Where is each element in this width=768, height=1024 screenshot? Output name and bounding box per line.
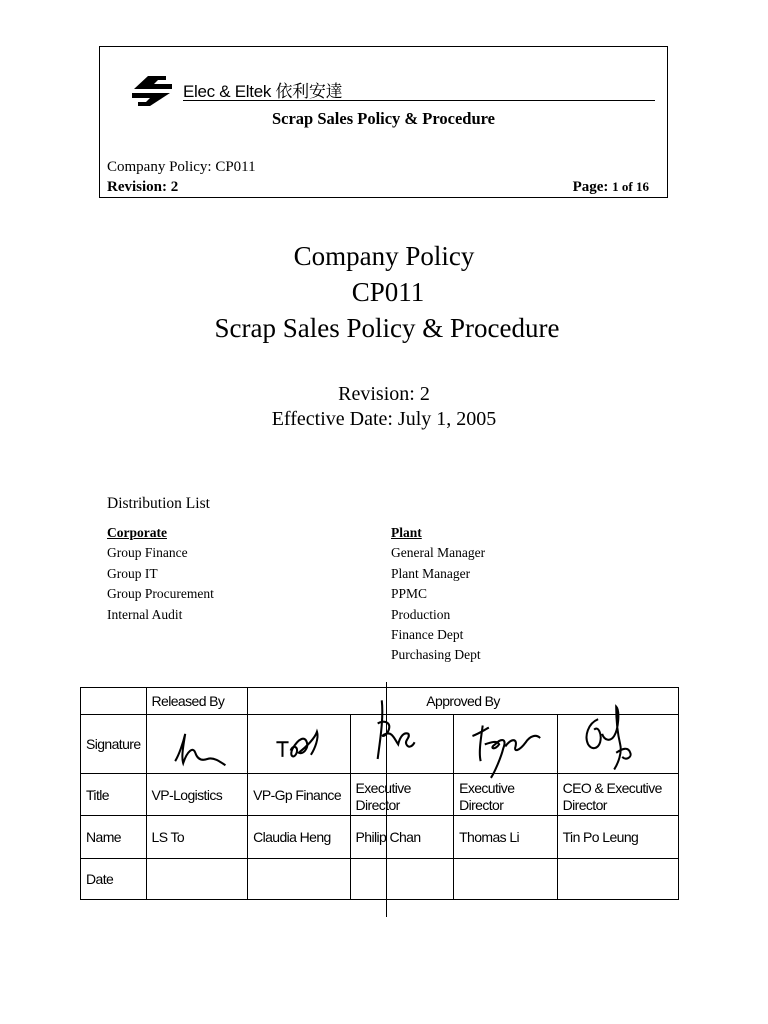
effective-date-line: Effective Date: July 1, 2005 [271, 408, 497, 430]
list-item: Production [391, 606, 451, 622]
list-item: Group IT [107, 565, 158, 581]
table-row [81, 688, 679, 715]
name-cell: Thomas Li [454, 815, 558, 858]
row-label-signature: Signature [81, 714, 147, 774]
approved-by-header: Approved By [248, 688, 679, 715]
distribution-corporate [107, 523, 214, 625]
title-line-name: Scrap Sales Policy & Procedure [214, 313, 560, 343]
signature-cell-exec-1 [350, 714, 454, 774]
title-cell: CEO & Executive Director [557, 774, 678, 815]
document-header [99, 46, 668, 198]
list-item: General Manager [391, 545, 486, 561]
handwritten-signature-icon [454, 715, 557, 774]
date-cell [350, 858, 454, 899]
date-cell [146, 858, 248, 899]
row-label-title: Title [81, 774, 147, 815]
distribution-plant [391, 523, 485, 666]
list-item: Purchasing Dept [391, 647, 481, 663]
name-cell: LS To [146, 815, 248, 858]
company-logo-icon [128, 73, 176, 109]
title-cell: Executive Director [454, 774, 558, 815]
handwritten-signature-icon [351, 715, 454, 774]
brand-name: Elec & Eltek 依利安達 [183, 82, 343, 101]
title-line-code: CP011 [351, 277, 425, 307]
revision-block [0, 382, 768, 432]
title-cell: VP-Logistics [146, 774, 248, 815]
approval-signature-table [80, 687, 679, 900]
list-item: Finance Dept [391, 627, 464, 643]
handwritten-signature-icon [248, 715, 349, 774]
released-by-header: Released By [146, 688, 248, 715]
table-cell-empty [81, 688, 147, 715]
name-cell: Philip Chan [350, 815, 454, 858]
title-cell: Executive Director [350, 774, 454, 815]
page-count: 1 of 16 [612, 179, 649, 194]
table-row [81, 714, 679, 774]
handwritten-signature-icon [558, 715, 678, 774]
distribution-title: Distribution List [107, 495, 210, 512]
signature-cell-ceo [557, 714, 678, 774]
title-cell: VP-Gp Finance [248, 774, 350, 815]
header-revision: Revision: 2 [107, 179, 179, 195]
list-item: PPMC [391, 586, 428, 602]
scan-fold-line [386, 682, 387, 917]
table-row [81, 815, 679, 858]
list-item: Group Finance [107, 545, 188, 561]
revision-line: Revision: 2 [338, 383, 430, 405]
brand-underline [183, 100, 655, 101]
signature-cell-released [146, 714, 248, 774]
signature-cell-vp-finance [248, 714, 350, 774]
title-block [0, 238, 768, 346]
corporate-heading: Corporate [107, 525, 167, 540]
row-label-name: Name [81, 815, 147, 858]
header-policy-code: Company Policy: CP011 [107, 159, 256, 175]
header-page-number [573, 179, 649, 196]
plant-heading: Plant [391, 525, 422, 540]
list-item: Plant Manager [391, 565, 471, 581]
table-row [81, 774, 679, 815]
date-cell [557, 858, 678, 899]
list-item: Internal Audit [107, 606, 183, 622]
header-document-title: Scrap Sales Policy & Procedure [271, 109, 496, 128]
page-label: Page: [572, 179, 613, 195]
name-cell: Claudia Heng [248, 815, 350, 858]
row-label-date: Date [81, 858, 147, 899]
list-item: Group Procurement [107, 586, 214, 602]
table-row [81, 858, 679, 899]
date-cell [454, 858, 558, 899]
name-cell: Tin Po Leung [557, 815, 678, 858]
date-cell [248, 858, 350, 899]
handwritten-signature-icon [147, 715, 248, 774]
signature-cell-exec-2 [454, 714, 558, 774]
title-line-policy: Company Policy [293, 241, 475, 271]
